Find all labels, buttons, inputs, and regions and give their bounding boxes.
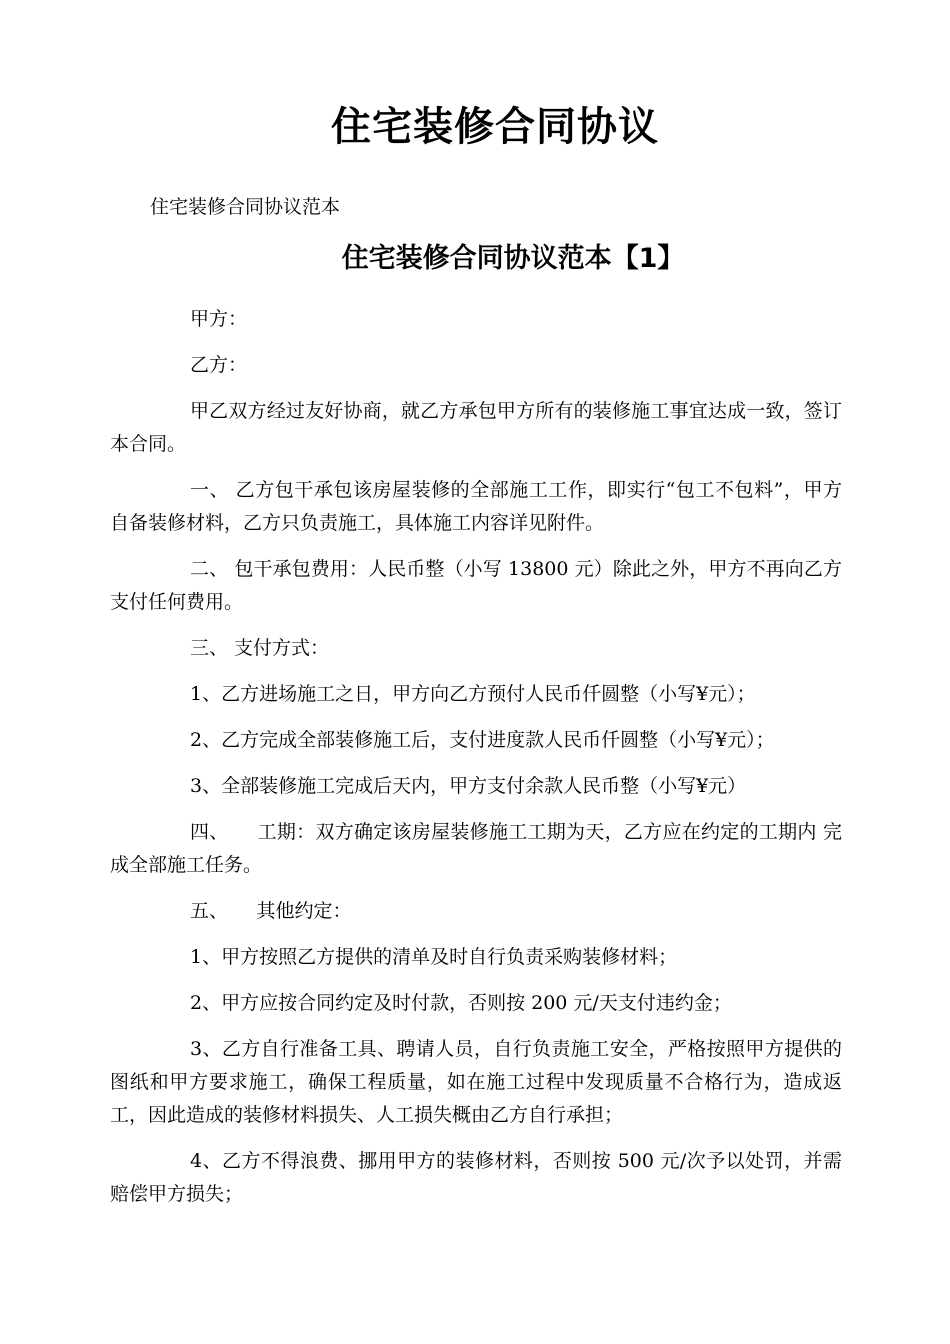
other-item-1: 1、甲方按照乙方提供的清单及时自行负责采购装修材料； [190, 946, 678, 968]
party-a-line: 甲方： [190, 308, 248, 330]
payment-item-3: 3、全部装修施工完成后天内，甲方支付余款人民币整（小写¥元） [190, 775, 747, 797]
clause-4-paragraph: 四、 工期：双方确定该房屋装修施工工期为天，乙方应在约定的工期内 完成全部施工任务。 [110, 821, 842, 876]
clause-2-paragraph: 二、 包干承包费用：人民币整（小写 13800 元）除此之外，甲方不再向乙方支付任何费用。 [110, 558, 842, 613]
payment-item-2: 2、乙方完成全部装修施工后，支付进度款人民币仟圆整（小写¥元）； [190, 729, 775, 751]
payment-item-1: 1、乙方进场施工之日，甲方向乙方预付人民币仟圆整（小写¥元）； [190, 683, 756, 705]
party-b-line: 乙方： [190, 354, 248, 376]
other-item-2: 2、甲方应按合同约定及时付款，否则按 200 元/天支付违约金； [190, 992, 732, 1014]
section-title: 住宅装修合同协议范本【1】 [341, 243, 685, 274]
other-item-4: 4、乙方不得浪费、挪用甲方的装修材料，否则按 500 元/次予以处罚，并需赔偿甲方损失； [110, 1150, 842, 1205]
document-subtitle: 住宅装修合同协议范本 [150, 196, 341, 218]
clause-1-paragraph: 一、 乙方包干承包该房屋装修的全部施工工作，即实行“包工不包料”，甲方自备装修材料，乙方只负责施工，具体施工内容详见附件。 [110, 479, 842, 534]
document-body [110, 303, 842, 1224]
preamble-paragraph: 甲乙双方经过友好协商，就乙方承包甲方所有的装修施工事宜达成一致，签订本合同。 [110, 400, 842, 455]
clause-5-heading: 五、 其他约定： [190, 900, 352, 922]
clause-3-heading: 三、 支付方式： [190, 637, 330, 659]
document-title: 住宅装修合同协议 [331, 104, 659, 150]
other-item-3: 3、乙方自行准备工具、聘请人员，自行负责施工安全，严格按照甲方提供的图纸和甲方要求施工，确保工程质量，如在施工过程中发现质量不合格行为，造成返工，因此造成的装修材料损失、人工损失概由乙方自行承担； [110, 1038, 842, 1126]
